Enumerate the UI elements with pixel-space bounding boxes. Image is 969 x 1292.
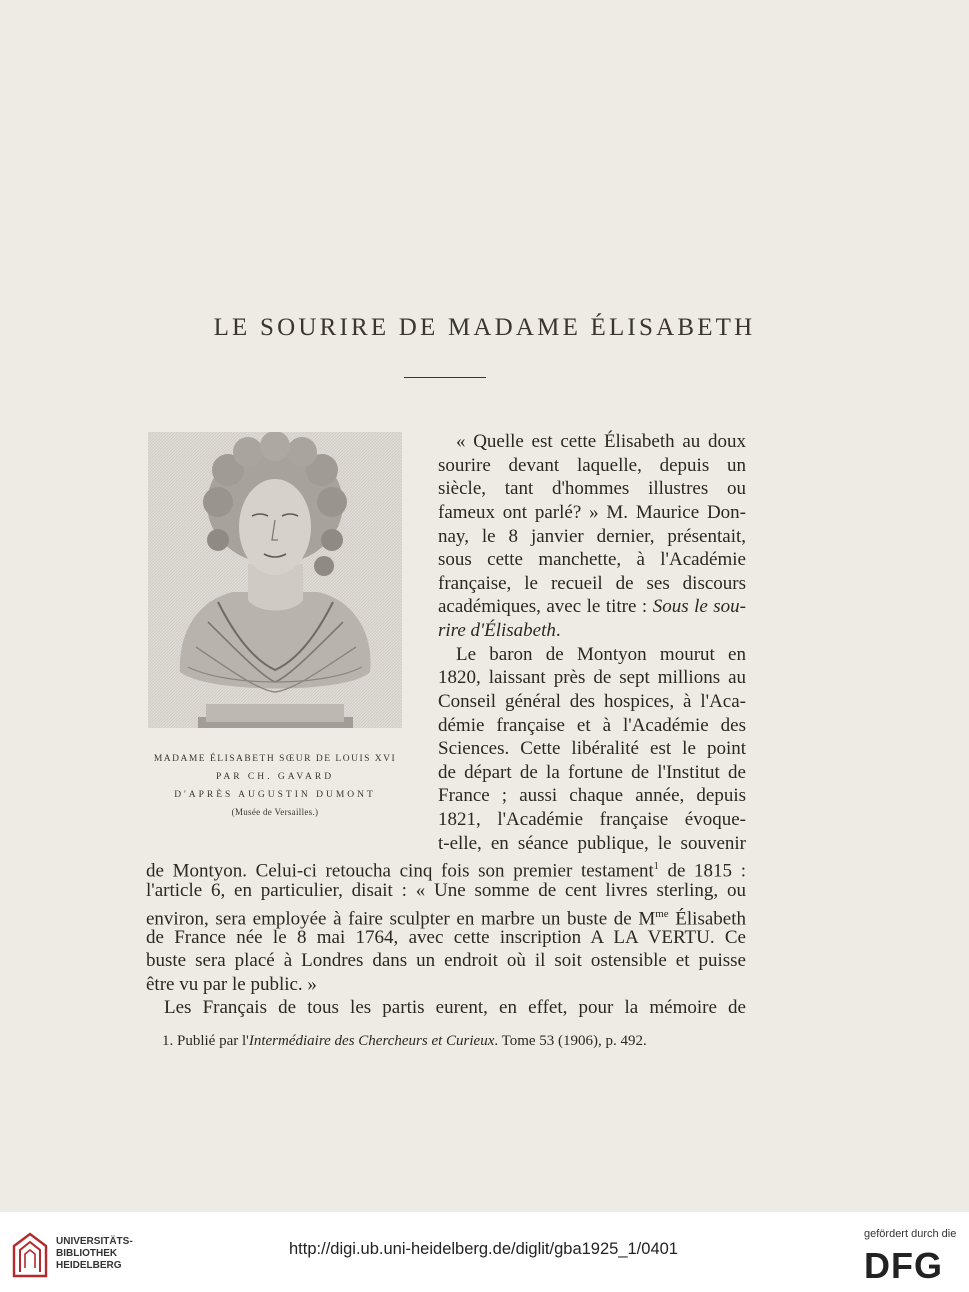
text-line: sourire devant laquelle, depuis un [438,455,746,476]
text-line: être vu par le public. » [146,974,317,995]
library-line: BIBLIOTHEK [56,1248,118,1259]
caption-line: PAR CH. GAVARD [215,772,335,782]
text-line: de France née le 8 mai 1764, avec cette inscription A LA VERTU. Ce [146,927,746,948]
caption-line: D'APRÈS AUGUSTIN DUMONT [174,790,376,800]
text-line: t-elle, en séance publique, le souvenir [438,833,746,854]
text-run: . [555,620,561,641]
text-line: Le baron de Montyon mourut en [456,644,746,665]
text-line: de départ de la fortune de l'Institut de [438,762,746,783]
text-line: « Quelle est cette Élisabeth au doux [456,431,746,452]
text-line: 1821, l'Académie française évoque- [438,809,746,830]
abbrev-sup: me [655,908,669,920]
text-line: fameux ont parlé? » M. Maurice Don- [438,502,746,523]
text-line: l'article 6, en particulier, disait : « Une somme de cent livres sterling, ou [146,880,746,901]
library-line: HEIDELBERG [56,1260,122,1271]
text-run: Élisabeth [668,908,747,930]
text-line [438,619,746,643]
text-run: de Montyon. Celui-ci retoucha cinq fois son premier testament [146,860,654,882]
library-name [56,1236,133,1272]
text-line: démie française et à l'Académie des [438,715,746,736]
text-line: buste sera placé à Londres dans un endroit où il soit ostensible et puisse [146,950,746,971]
text-line: nay, le 8 janvier dernier, présentait, [438,526,746,547]
text-line: sous cette manchette, à l'Académie [438,549,746,570]
footnote-ref: 1 [653,861,659,872]
library-line: UNIVERSITÄTS- [56,1236,133,1247]
text-line: Les Français de tous les partis eurent, en effet, pour la mémoire de [164,997,746,1018]
text-run: . Tome 53 (1906), p. 492. [494,1033,647,1049]
book-title: Sous le sou- [652,596,746,617]
funding-note: gefördert durch die [864,1228,957,1240]
footnote [162,1033,647,1050]
text-line: Sciences. Cette libéralité est le point [438,738,746,759]
text-line: française, le recueil de ses discours [438,573,746,594]
footnote-number: 1. [162,1033,174,1049]
text-line: Conseil général des hospices, à l'Aca- [438,691,746,712]
portrait-engraving [148,432,402,728]
dfg-logo: DFG [864,1245,943,1286]
caption-museum: (Musée de Versailles.) [231,807,319,817]
text-line: siècle, tant d'hommes illustres ou [438,478,746,499]
title-rule [404,377,486,378]
text-run: Publié par l' [173,1033,249,1049]
figure-caption [130,750,420,820]
permalink-url[interactable]: http://digi.ub.uni-heidelberg.de/diglit/gba1925_1/0401 [289,1240,678,1258]
text-line: France ; aussi chaque année, depuis [438,785,746,806]
book-title: rire d'Élisabeth [438,620,556,641]
text-run: environ, sera employée à faire sculpter en marbre un buste de M [146,908,656,930]
text-run: académiques, avec le titre : [438,596,653,617]
university-logo-icon [12,1232,48,1278]
text-line [438,595,746,619]
article-title: LE SOURIRE DE MADAME ÉLISABETH [213,314,756,341]
journal-title: Intermédiaire des Chercheurs et Curieux [248,1033,495,1049]
caption-line: MADAME ÉLISABETH SŒUR DE LOUIS XVI [153,754,397,764]
text-run: de 1815 : [658,860,746,882]
text-line: 1820, laissant près de sept millions au [438,667,746,688]
